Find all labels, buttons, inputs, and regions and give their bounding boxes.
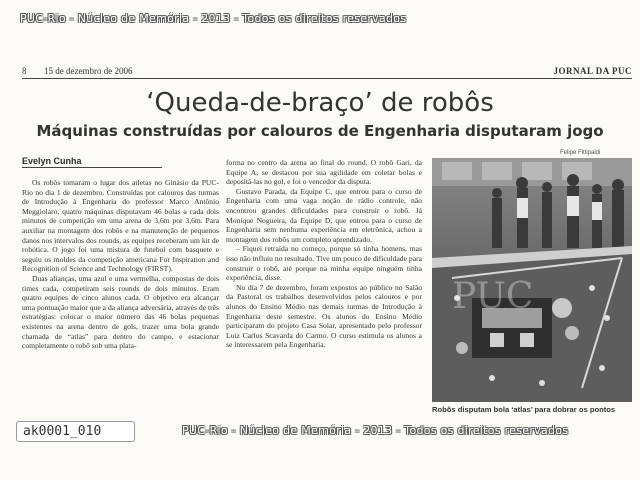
article-subheadline: Máquinas construídas por calouros de Engenharia disputaram jogo	[36, 122, 604, 140]
article-headline: ‘Queda-de-braço’ de robôs	[146, 88, 494, 118]
watermark-bottom: PUC-Rio - Núcleo de Memória - 2013 - Todos os direitos reservados	[182, 424, 569, 437]
paragraph: forma no centro da arena ao final do round. O robô Gari, da Equipe A, se destacou por sua agilidade em coletar bolas e depositá-las no gol, e foi o vencedor da disputa.	[226, 158, 422, 187]
newspaper-name: JORNAL DA PUC	[553, 66, 632, 76]
archive-id-label: ak0001_010	[16, 421, 135, 442]
article-column-2	[226, 158, 422, 418]
paragraph: – Fiquei retraída no começo, porque só tinha homens, mas isso não influiu no resultado. Tive um pouco de dificuldade para construir o robô, até porque na minha equipe ninguém tinha experiência, disse.	[226, 244, 422, 283]
paragraph: Os robôs tomaram o lugar dos atletas no Ginásio da PUC-Rio no dia 1 de dezembro. Construídas por calouros das turmas de Introdução à Engenharia do professor Marco Antônio Meggiolaro, quatro máquinas disputavam 46 bolas a cada dois minutos de competição em uma arena de 3,6m por 3,6m. Para auxiliar na montagem dos robôs e na manutenção de pequenos danos nos intervalos dos rounds, as equipes receberam um kit de robótica. O jogo foi uma mistura de futebol com basquete e seguiu os moldes da competição americana For Inspiration and Recognition of Science and Technology (FIRST).	[22, 178, 219, 274]
paragraph: No dia 7 de dezembro, foram expostos ao público no Salão da Pastoral os trabalhos desenvolvidos pelos calouros e por alunos do Ensino Médio nas demais turmas de Introdução à Engenharia deste semestre. Os alunos do Ensino Médio participaram do projeto Casa Solar, apresentado pelo professor Luiz Carlos Scavarda do Carmo. O curso estimula os alunos a se interessarem pela Engenharia.	[226, 282, 422, 350]
photo-illustration	[432, 158, 632, 402]
robot-competition-photo	[432, 158, 632, 402]
page-number: 8	[22, 66, 27, 76]
paragraph: Gustavo Parada, da Equipe C, que entrou para o curso de Engenharia com uma vaga noção de rádio controle, não encontrou grandes dificuldades para construir o robô. Já Monique Nogueira, da Equipe D, que entrou para o curso de Engenharia sem nenhuma experiência em eletrônica, achou a montagem dos robôs um completo aprendizado.	[226, 186, 422, 244]
issue-date: 15 de dezembro de 2006	[44, 66, 133, 76]
newspaper-header	[22, 66, 632, 79]
paragraph: Duas alianças, uma azul e uma vermelha, compostas de dois times cada, competiram seis rounds de dois minutos. Eram quatro equipes de cinco alunos cada. O objetivo era alcançar uma pontuação maior que a da aliança adversária, através de três estratégias: colocar o maior número das 46 bolas pequenas existentes na arena dentro de gols, trazer uma bola grande chamada de “atlas” para dentro do campo, e estacionar completamente o robô sob uma plata-	[22, 273, 219, 351]
article-byline: Evelyn Cunha	[22, 156, 162, 168]
photo-credit: Felipe Fittipaldi	[560, 150, 601, 156]
watermark-top: PUC-Rio - Núcleo de Memória - 2013 - Todos os direitos reservados	[20, 12, 407, 25]
article-column-1	[22, 178, 219, 418]
photo-watermark: PUC	[452, 276, 534, 317]
photo-caption: Robôs disputam bola ‘atlas’ para dobrar os pontos	[432, 405, 616, 414]
